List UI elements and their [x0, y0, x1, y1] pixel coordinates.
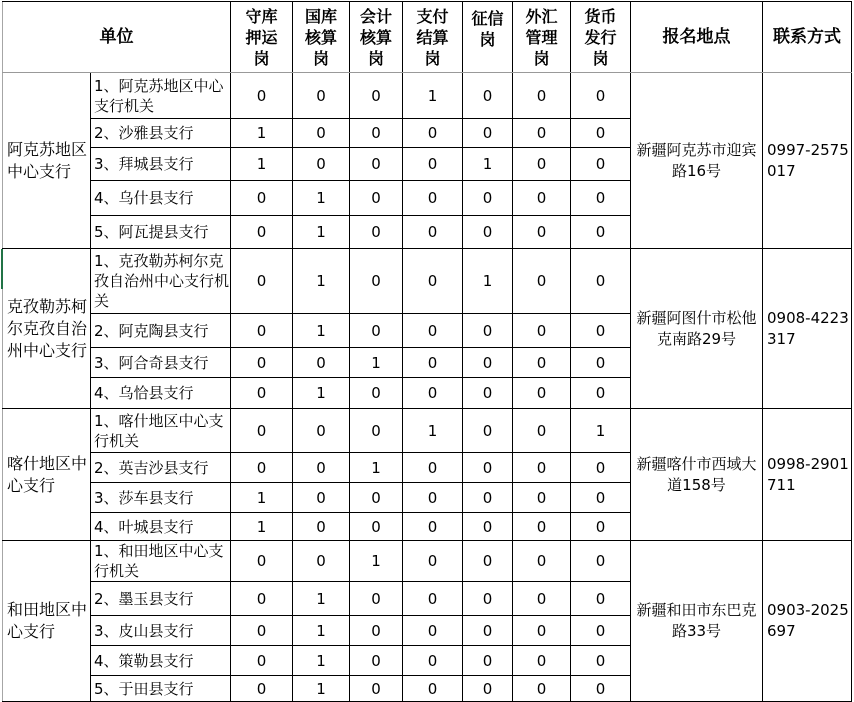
branch-cell[interactable]: 4、叶城县支行 — [91, 513, 231, 541]
header-post-0[interactable]: 守库 押运 岗 — [231, 2, 293, 73]
post-count-cell[interactable]: 0 — [513, 216, 571, 249]
post-count-cell[interactable]: 0 — [403, 148, 463, 181]
post-count-cell[interactable]: 0 — [403, 616, 463, 646]
post-count-cell[interactable]: 1 — [293, 216, 350, 249]
recruitment-table — [2, 1, 852, 702]
header-row — [3, 2, 852, 73]
post-count-cell[interactable]: 1 — [293, 314, 350, 348]
post-count-cell[interactable]: 0 — [513, 541, 571, 582]
post-count-cell[interactable]: 0 — [513, 646, 571, 676]
post-count-cell[interactable]: 1 — [293, 181, 350, 216]
post-count-cell[interactable]: 0 — [231, 453, 293, 483]
table-row — [3, 249, 852, 314]
contact-cell[interactable]: 0908-4223317 — [763, 249, 852, 409]
post-count-cell[interactable]: 0 — [513, 378, 571, 409]
post-count-cell[interactable]: 0 — [231, 616, 293, 646]
branch-cell[interactable]: 5、于田县支行 — [91, 676, 231, 702]
post-count-cell[interactable]: 0 — [571, 453, 631, 483]
post-count-cell[interactable]: 0 — [403, 119, 463, 148]
post-count-cell[interactable]: 1 — [293, 646, 350, 676]
post-count-cell[interactable]: 1 — [231, 483, 293, 513]
post-count-cell[interactable]: 0 — [293, 348, 350, 378]
branch-cell[interactable]: 1、阿克苏地区中心支行机关 — [91, 73, 231, 119]
post-count-cell[interactable]: 0 — [571, 541, 631, 582]
post-count-cell[interactable]: 0 — [463, 483, 513, 513]
header-post-2[interactable]: 会计 核算 岗 — [350, 2, 403, 73]
post-count-cell[interactable]: 0 — [571, 513, 631, 541]
post-count-cell[interactable]: 1 — [403, 409, 463, 453]
branch-cell[interactable]: 4、乌恰县支行 — [91, 378, 231, 409]
post-count-cell[interactable]: 0 — [463, 582, 513, 616]
post-count-cell[interactable]: 1 — [293, 582, 350, 616]
branch-cell[interactable]: 5、阿瓦提县支行 — [91, 216, 231, 249]
branch-cell[interactable]: 1、和田地区中心支行机关 — [91, 541, 231, 582]
post-count-cell[interactable]: 1 — [350, 541, 403, 582]
post-count-cell[interactable]: 0 — [463, 216, 513, 249]
post-count-cell[interactable]: 0 — [571, 314, 631, 348]
post-count-cell[interactable]: 0 — [403, 216, 463, 249]
post-count-cell[interactable]: 0 — [231, 73, 293, 119]
post-count-cell[interactable]: 0 — [571, 676, 631, 702]
post-count-cell[interactable]: 0 — [513, 409, 571, 453]
post-count-cell[interactable]: 0 — [350, 148, 403, 181]
post-count-cell[interactable]: 0 — [350, 119, 403, 148]
region-cell[interactable]: 克孜勒苏柯尔克孜自治州中心支行 — [3, 249, 91, 409]
post-count-cell[interactable]: 0 — [463, 314, 513, 348]
post-count-cell[interactable]: 0 — [231, 409, 293, 453]
post-count-cell[interactable]: 0 — [293, 119, 350, 148]
post-count-cell[interactable]: 0 — [513, 181, 571, 216]
post-count-cell[interactable]: 1 — [293, 616, 350, 646]
location-cell[interactable]: 新疆阿克苏市迎宾路16号 — [631, 73, 763, 249]
header-post-6[interactable]: 货币 发行 岗 — [571, 2, 631, 73]
post-count-cell[interactable]: 0 — [571, 148, 631, 181]
post-count-cell[interactable]: 1 — [350, 453, 403, 483]
table-row — [3, 73, 852, 119]
post-count-cell[interactable]: 0 — [571, 119, 631, 148]
header-post-3[interactable]: 支付 结算 岗 — [403, 2, 463, 73]
post-count-cell[interactable]: 0 — [403, 378, 463, 409]
post-count-cell[interactable]: 1 — [293, 676, 350, 702]
post-count-cell[interactable]: 0 — [350, 616, 403, 646]
post-count-cell[interactable]: 1 — [293, 378, 350, 409]
post-count-cell[interactable]: 0 — [571, 348, 631, 378]
post-count-cell[interactable]: 0 — [350, 181, 403, 216]
branch-cell[interactable]: 2、阿克陶县支行 — [91, 314, 231, 348]
contact-cell[interactable]: 0903-2025697 — [763, 541, 852, 702]
branch-cell[interactable]: 1、克孜勒苏柯尔克孜自治州中心支行机关 — [91, 249, 231, 314]
post-count-cell[interactable]: 0 — [403, 181, 463, 216]
contact-cell[interactable]: 0997-2575017 — [763, 73, 852, 249]
post-count-cell[interactable]: 0 — [571, 616, 631, 646]
region-cell[interactable]: 阿克苏地区中心支行 — [3, 73, 91, 249]
location-cell[interactable]: 新疆阿图什市松他克南路29号 — [631, 249, 763, 409]
branch-cell[interactable]: 4、乌什县支行 — [91, 181, 231, 216]
table-row — [3, 541, 852, 582]
post-count-cell[interactable]: 0 — [350, 378, 403, 409]
post-count-cell[interactable]: 0 — [571, 181, 631, 216]
branch-cell[interactable]: 2、墨玉县支行 — [91, 582, 231, 616]
post-count-cell[interactable]: 1 — [293, 249, 350, 314]
post-count-cell[interactable]: 0 — [403, 541, 463, 582]
post-count-cell[interactable]: 0 — [350, 646, 403, 676]
post-count-cell[interactable]: 0 — [513, 676, 571, 702]
post-count-cell[interactable]: 0 — [350, 73, 403, 119]
post-count-cell[interactable]: 0 — [293, 148, 350, 181]
post-count-cell[interactable]: 1 — [231, 119, 293, 148]
post-count-cell[interactable]: 0 — [463, 378, 513, 409]
post-count-cell[interactable]: 0 — [403, 314, 463, 348]
branch-cell[interactable]: 1、喀什地区中心支行机关 — [91, 409, 231, 453]
header-contact[interactable]: 联系方式 — [763, 2, 852, 73]
post-count-cell[interactable]: 0 — [403, 483, 463, 513]
contact-cell[interactable]: 0998-2901711 — [763, 409, 852, 541]
branch-cell[interactable]: 2、英吉沙县支行 — [91, 453, 231, 483]
post-count-cell[interactable]: 0 — [463, 541, 513, 582]
location-cell[interactable]: 新疆和田市东巴克路33号 — [631, 541, 763, 702]
post-count-cell[interactable]: 0 — [231, 582, 293, 616]
post-count-cell[interactable]: 0 — [513, 453, 571, 483]
post-count-cell[interactable]: 1 — [403, 73, 463, 119]
post-count-cell[interactable]: 0 — [571, 646, 631, 676]
post-count-cell[interactable]: 0 — [571, 582, 631, 616]
post-count-cell[interactable]: 0 — [293, 409, 350, 453]
post-count-cell[interactable]: 0 — [513, 348, 571, 378]
post-count-cell[interactable]: 0 — [403, 513, 463, 541]
post-count-cell[interactable]: 1 — [231, 513, 293, 541]
post-count-cell[interactable]: 0 — [403, 348, 463, 378]
branch-cell[interactable]: 2、沙雅县支行 — [91, 119, 231, 148]
post-count-cell[interactable]: 1 — [463, 148, 513, 181]
post-count-cell[interactable]: 0 — [463, 73, 513, 119]
post-count-cell[interactable]: 0 — [463, 409, 513, 453]
post-count-cell[interactable]: 0 — [571, 378, 631, 409]
post-count-cell[interactable]: 0 — [231, 348, 293, 378]
post-count-cell[interactable]: 0 — [463, 513, 513, 541]
branch-cell[interactable]: 3、莎车县支行 — [91, 483, 231, 513]
branch-cell[interactable]: 3、皮山县支行 — [91, 616, 231, 646]
post-count-cell[interactable]: 0 — [231, 216, 293, 249]
post-count-cell[interactable]: 1 — [463, 249, 513, 314]
post-count-cell[interactable]: 0 — [571, 483, 631, 513]
header-post-5[interactable]: 外汇 管理 岗 — [513, 2, 571, 73]
header-post-1[interactable]: 国库 核算 岗 — [293, 2, 350, 73]
branch-cell[interactable]: 3、阿合奇县支行 — [91, 348, 231, 378]
branch-cell[interactable]: 3、拜城县支行 — [91, 148, 231, 181]
post-count-cell[interactable]: 0 — [571, 249, 631, 314]
post-count-cell[interactable]: 0 — [350, 483, 403, 513]
post-count-cell[interactable]: 0 — [571, 216, 631, 249]
post-count-cell[interactable]: 0 — [513, 314, 571, 348]
location-cell[interactable]: 新疆喀什市西域大道158号 — [631, 409, 763, 541]
post-count-cell[interactable]: 0 — [293, 73, 350, 119]
post-count-cell[interactable]: 0 — [571, 73, 631, 119]
post-count-cell[interactable]: 0 — [350, 216, 403, 249]
post-count-cell[interactable]: 0 — [293, 483, 350, 513]
post-count-cell[interactable]: 0 — [513, 249, 571, 314]
table-row — [3, 409, 852, 453]
post-count-cell[interactable]: 0 — [403, 249, 463, 314]
post-count-cell[interactable]: 0 — [513, 73, 571, 119]
header-post-4[interactable]: 征信 岗 — [463, 2, 513, 73]
post-count-cell[interactable]: 0 — [293, 453, 350, 483]
post-count-cell[interactable]: 0 — [231, 676, 293, 702]
post-count-cell[interactable]: 0 — [463, 616, 513, 646]
region-cell[interactable]: 喀什地区中心支行 — [3, 409, 91, 541]
post-count-cell[interactable]: 0 — [350, 314, 403, 348]
branch-cell[interactable]: 4、策勒县支行 — [91, 646, 231, 676]
post-count-cell[interactable]: 0 — [350, 582, 403, 616]
post-count-cell[interactable]: 0 — [293, 513, 350, 541]
post-count-cell[interactable]: 0 — [463, 453, 513, 483]
post-count-cell[interactable]: 0 — [231, 181, 293, 216]
post-count-cell[interactable]: 0 — [463, 676, 513, 702]
post-count-cell[interactable]: 0 — [513, 119, 571, 148]
post-count-cell[interactable]: 0 — [463, 119, 513, 148]
post-count-cell[interactable]: 0 — [403, 676, 463, 702]
post-count-cell[interactable]: 0 — [513, 616, 571, 646]
header-location[interactable]: 报名地点 — [631, 2, 763, 73]
post-count-cell[interactable]: 0 — [293, 541, 350, 582]
post-count-cell[interactable]: 0 — [513, 582, 571, 616]
post-count-cell[interactable]: 0 — [403, 453, 463, 483]
post-count-cell[interactable]: 0 — [231, 646, 293, 676]
post-count-cell[interactable]: 0 — [513, 513, 571, 541]
post-count-cell[interactable]: 0 — [231, 378, 293, 409]
post-count-cell[interactable]: 0 — [231, 249, 293, 314]
post-count-cell[interactable]: 0 — [463, 181, 513, 216]
region-cell[interactable]: 和田地区中心支行 — [3, 541, 91, 702]
post-count-cell[interactable]: 0 — [463, 646, 513, 676]
post-count-cell[interactable]: 0 — [350, 409, 403, 453]
post-count-cell[interactable]: 0 — [403, 646, 463, 676]
post-count-cell[interactable]: 1 — [350, 348, 403, 378]
post-count-cell[interactable]: 0 — [231, 314, 293, 348]
header-unit[interactable]: 单位 — [3, 2, 231, 73]
cell-selection-indicator — [1, 249, 3, 289]
post-count-cell[interactable]: 1 — [571, 409, 631, 453]
post-count-cell[interactable]: 0 — [513, 148, 571, 181]
post-count-cell[interactable]: 0 — [403, 582, 463, 616]
post-count-cell[interactable]: 0 — [350, 513, 403, 541]
post-count-cell[interactable]: 0 — [350, 676, 403, 702]
post-count-cell[interactable]: 0 — [350, 249, 403, 314]
post-count-cell[interactable]: 0 — [231, 541, 293, 582]
post-count-cell[interactable]: 0 — [513, 483, 571, 513]
post-count-cell[interactable]: 1 — [231, 148, 293, 181]
post-count-cell[interactable]: 0 — [463, 348, 513, 378]
